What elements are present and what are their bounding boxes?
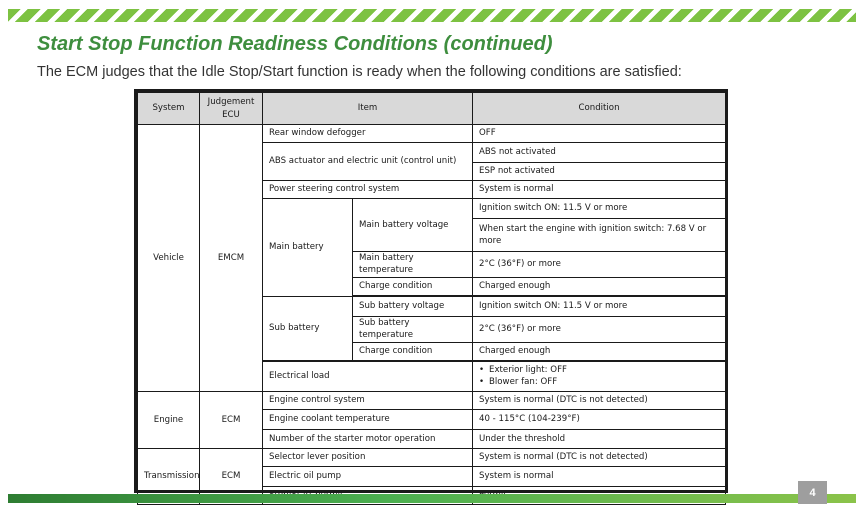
condition-power-steering: System is normal <box>473 181 726 199</box>
table-row <box>138 448 726 466</box>
item-sub-charge: Charge condition <box>353 342 473 360</box>
item-sub-battery: Sub battery <box>263 296 353 360</box>
table-row <box>138 125 726 143</box>
condition-esp: ESP not activated <box>473 163 726 181</box>
item-sub-battery-temperature: Sub battery temperature <box>353 316 473 342</box>
item-coolant-temperature: Engine coolant temperature <box>263 409 473 429</box>
table-header-row <box>138 93 726 125</box>
page-number: 4 <box>798 481 827 504</box>
item-rear-defogger: Rear window defogger <box>263 125 473 143</box>
item-electric-oil-pump: Electric oil pump <box>263 466 473 486</box>
item-electrical-load: Electrical load <box>263 361 473 391</box>
condition-abs: ABS not activated <box>473 143 726 163</box>
condition-engine-control: System is normal (DTC is not detected) <box>473 391 726 409</box>
system-transmission: Transmission <box>138 448 200 504</box>
condition-rear-defogger: OFF <box>473 125 726 143</box>
item-main-battery-voltage: Main battery voltage <box>353 199 473 252</box>
header-condition: Condition <box>473 93 726 125</box>
condition-sub-charge: Charged enough <box>473 342 726 360</box>
condition-sub-battery-temperature: 2°C (36°F) or more <box>473 316 726 342</box>
item-selector-lever: Selector lever position <box>263 448 473 466</box>
header-ecu: Judgement ECU <box>200 93 263 125</box>
item-abs: ABS actuator and electric unit (control unit) <box>263 143 473 181</box>
item-main-charge: Charge condition <box>353 277 473 295</box>
condition-blower-fan: • Blower fan: OFF <box>479 376 719 388</box>
item-main-battery-temperature: Main battery temperature <box>353 252 473 278</box>
item-sub-battery-voltage: Sub battery voltage <box>353 296 473 316</box>
header-item: Item <box>263 93 473 125</box>
item-power-steering: Power steering control system <box>263 181 473 199</box>
header-system: System <box>138 93 200 125</box>
condition-selector-lever: System is normal (DTC is not detected) <box>473 448 726 466</box>
condition-main-battery-voltage-on: Ignition switch ON: 11.5 V or more <box>473 199 726 219</box>
page-subtitle: The ECM judges that the Idle Stop/Start function is ready when the following conditions are satisfied: <box>37 64 682 80</box>
conditions-table <box>134 89 728 493</box>
ecu-ecm-transmission: ECM <box>200 448 263 504</box>
system-engine: Engine <box>138 391 200 448</box>
condition-coolant-temperature: 40 - 115°C (104-239°F) <box>473 409 726 429</box>
page-title: Start Stop Function Readiness Conditions (continued) <box>37 33 553 55</box>
condition-main-charge: Charged enough <box>473 277 726 295</box>
condition-sub-battery-voltage: Ignition switch ON: 11.5 V or more <box>473 296 726 316</box>
table-row <box>138 391 726 409</box>
condition-electrical-load <box>473 361 726 391</box>
ecu-emcm: EMCM <box>200 125 263 392</box>
condition-exterior-light: • Exterior light: OFF <box>479 364 719 376</box>
top-stripe-bar <box>8 9 856 22</box>
item-engine-control: Engine control system <box>263 391 473 409</box>
condition-main-battery-voltage-start: When start the engine with ignition switch: 7.68 V or more <box>473 219 726 252</box>
condition-main-battery-temperature: 2°C (36°F) or more <box>473 252 726 278</box>
bottom-gradient-bar <box>8 494 856 503</box>
item-main-battery: Main battery <box>263 199 353 297</box>
condition-starter-operation: Under the threshold <box>473 429 726 448</box>
system-vehicle: Vehicle <box>138 125 200 392</box>
ecu-ecm-engine: ECM <box>200 391 263 448</box>
condition-electric-oil-pump: System is normal <box>473 466 726 486</box>
item-starter-operation: Number of the starter motor operation <box>263 429 473 448</box>
